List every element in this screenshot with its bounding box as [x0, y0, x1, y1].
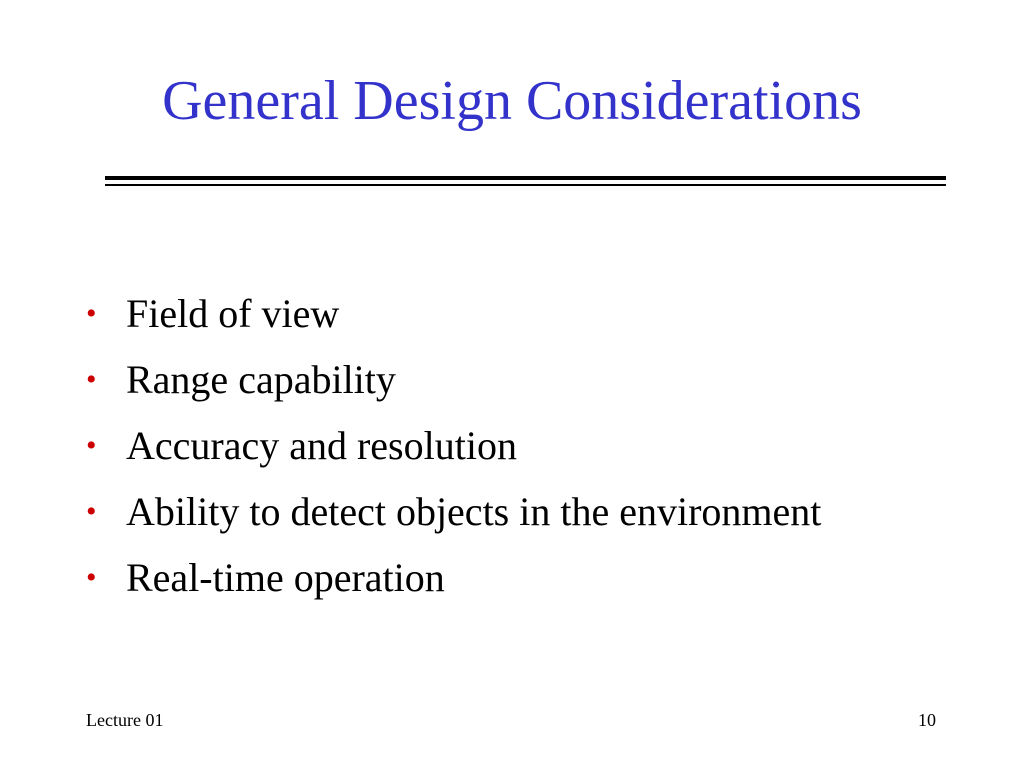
bullet-text: Field of view [126, 291, 340, 336]
bullet-icon: • [86, 561, 97, 594]
title-divider-thin [105, 184, 946, 186]
bullet-text: Range capability [126, 357, 396, 402]
bullet-icon: • [86, 495, 97, 528]
title-divider-thick [105, 176, 946, 180]
bullet-text: Accuracy and resolution [126, 423, 517, 468]
bullet-icon: • [86, 363, 97, 396]
bullet-icon: • [86, 429, 97, 462]
footer-page-number: 10 [918, 710, 936, 730]
footer-lecture-label: Lecture 01 [86, 710, 164, 730]
bullet-icon: • [86, 297, 97, 330]
bullet-text: Real-time operation [126, 555, 445, 600]
bullet-text: Ability to detect objects in the environment [126, 489, 822, 534]
slide-title: General Design Considerations [162, 70, 862, 132]
